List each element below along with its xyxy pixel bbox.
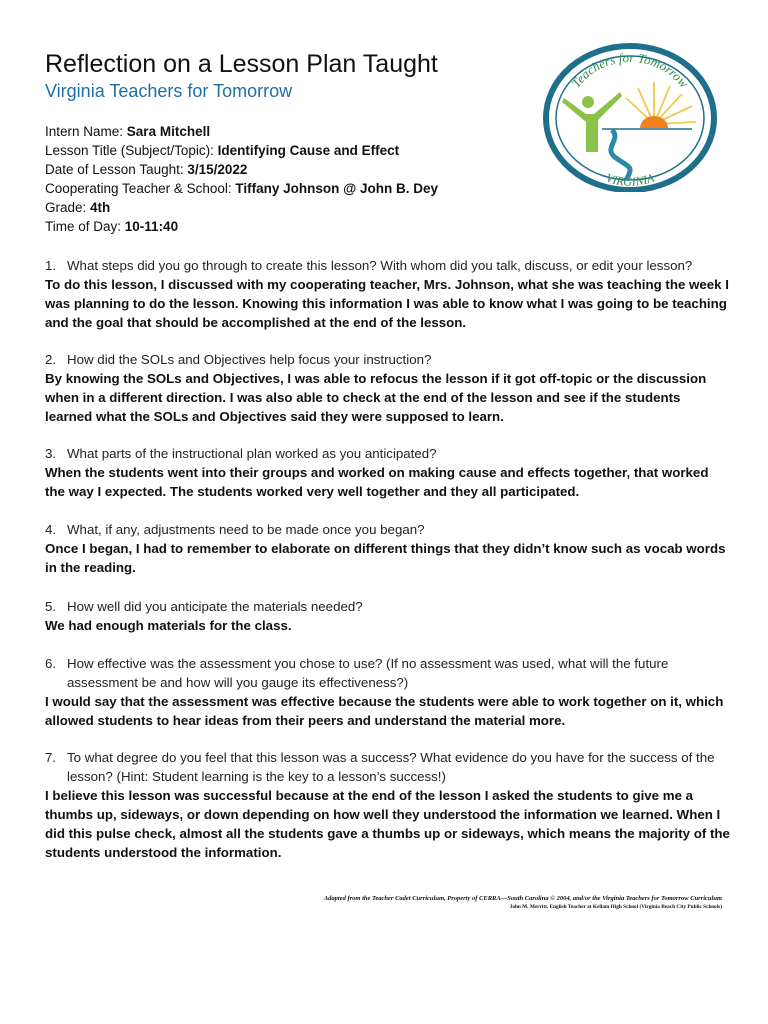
page-subtitle: Virginia Teachers for Tomorrow <box>45 81 293 101</box>
meta-row-date: Date of Lesson Taught: 3/15/2022 <box>45 162 248 177</box>
logo-arc-top-text: Teachers for Tomorrow <box>568 49 692 91</box>
page-title: Reflection on a Lesson Plan Taught <box>45 50 438 78</box>
logo-arc-bottom-text: VIRGINIA <box>604 170 656 189</box>
question: 4. What, if any, adjustments need to be made once you began? <box>45 522 425 537</box>
lesson-info <box>45 122 505 236</box>
meta-row-lesson-title: Lesson Title (Subject/Topic): Identifying Cause and Effect <box>45 143 400 158</box>
qa-block-4 <box>45 520 730 577</box>
question: 3. What parts of the instructional plan worked as you anticipated? <box>45 446 437 461</box>
qa-block-2 <box>45 350 730 426</box>
sun-icon <box>640 116 668 128</box>
answer: We had enough materials for the class. <box>45 618 292 633</box>
meta-row-grade: Grade: 4th <box>45 200 111 215</box>
answer: When the students went into their groups and worked on making cause and effects together, that worked the way I expected. The students worked very well together and they all participated. <box>45 465 709 499</box>
question: 1. What steps did you go through to create this lesson? With whom did you talk, discuss, or edit your lesson? <box>45 258 693 273</box>
teachers-for-tomorrow-logo <box>542 40 717 192</box>
answer: By knowing the SOLs and Objectives, I was able to refocus the lesson if it got off-topic or the discussion when in a different direction. I was also able to check at the end of the lesson and see if the students learned what the SOLs and Objectives said they were supposed to learn. <box>45 371 707 424</box>
meta-row-cooperating-teacher: Cooperating Teacher & School: Tiffany Johnson @ John B. Dey <box>45 181 439 196</box>
meta-row-intern: Intern Name: Sara Mitchell <box>45 124 211 139</box>
question: 2. How did the SOLs and Objectives help focus your instruction? <box>45 352 432 367</box>
meta-row-time: Time of Day: 10-11:40 <box>45 219 179 234</box>
qa-block-6 <box>45 654 730 730</box>
answer: To do this lesson, I discussed with my cooperating teacher, Mrs. Johnson, what she was teaching the week I was planning to do the lesson. Knowing this information I was able to know what I was going to be teaching and the goal that should be accomplished at the end of the lesson. <box>45 277 729 330</box>
question: 5. How well did you anticipate the materials needed? <box>45 599 363 614</box>
qa-block-1 <box>45 256 730 332</box>
footer-line-2: John M. Merritt, English Teacher at Kellam High School (Virginia Beach City Public Schools) <box>509 904 722 910</box>
footer-line-1: Adapted from the Teacher Cadet Curriculum, Property of CERRA—South Carolina © 2004, and/or the Virginia Teachers for Tomorrow Curriculum <box>323 895 722 902</box>
question: 6. How effective was the assessment you chose to use? (If no assessment was used, what will the future assessment be and how will you gauge its effectiveness?) <box>45 656 669 690</box>
answer: I would say that the assessment was effective because the students were able to work together on it, which allowed students to hear ideas from their peers and understand the material more. <box>45 694 724 728</box>
qa-block-5 <box>45 597 730 635</box>
answer: I believe this lesson was successful because at the end of the lesson I asked the students to give me a thumbs up, sideways, or down depending on how well they understood the information we learned. When I did this pulse check, almost all the students gave a thumbs up or sideways, which means the majority of the students understood the information. <box>45 788 730 860</box>
answer: Once I began, I had to remember to elaborate on different things that they didn’t know such as vocab words in the reading. <box>45 541 726 575</box>
qa-block-7 <box>45 748 730 862</box>
question: 7. To what degree do you feel that this lesson was a success? What evidence do you have for the success of the lesson? (Hint: Student learning is the key to a lesson’s success!) <box>45 750 715 784</box>
footer-credits <box>324 894 722 911</box>
qa-block-3 <box>45 444 730 501</box>
